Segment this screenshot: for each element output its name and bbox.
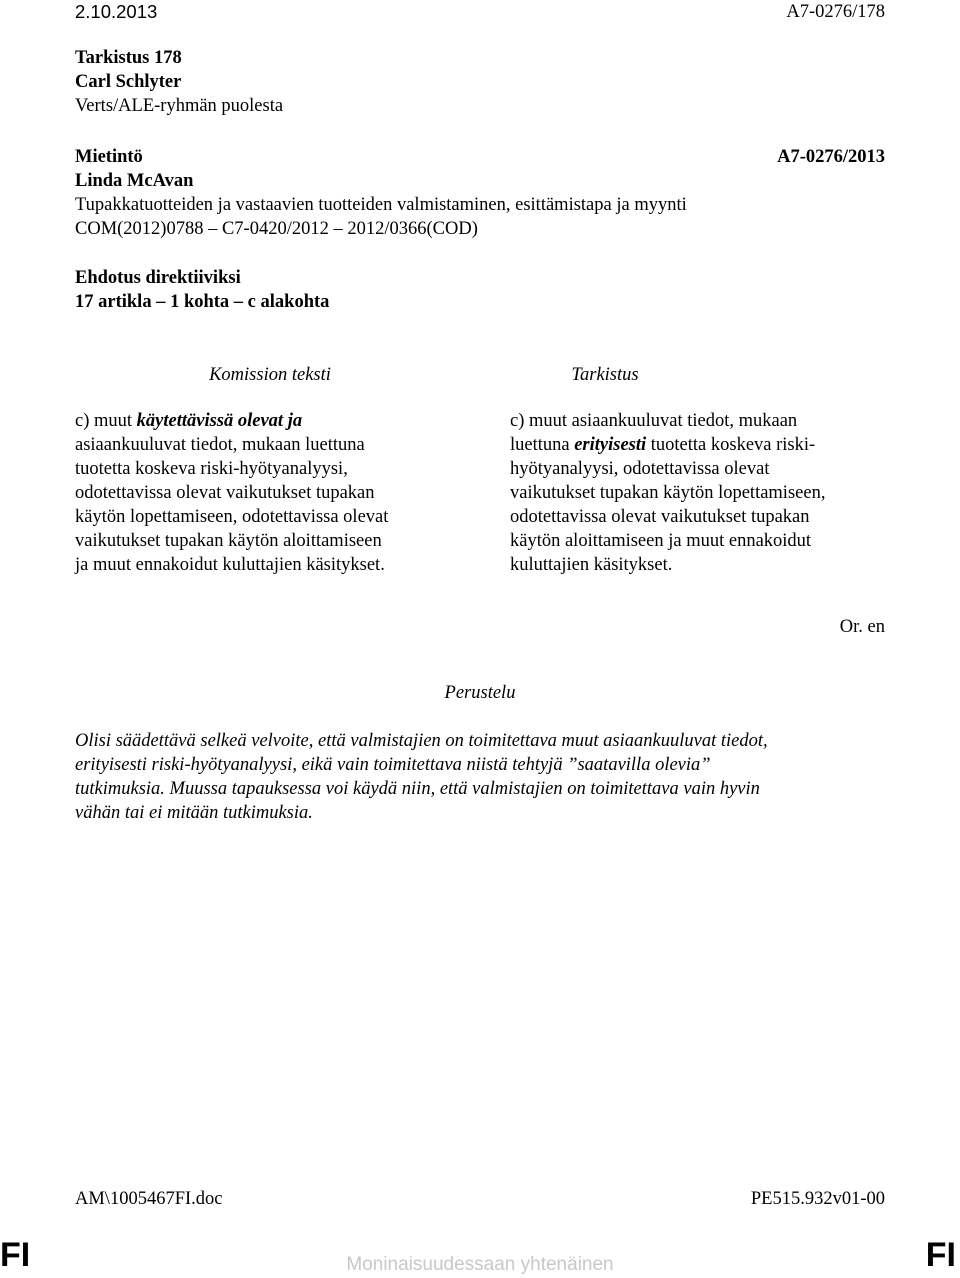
commission-text-column xyxy=(75,363,465,577)
justification-heading: Perustelu xyxy=(444,683,516,703)
rapporteur: Linda McAvan xyxy=(75,171,194,191)
justification-line: vähän tai ei mitään tutkimuksia. xyxy=(75,803,313,823)
text-line: käytön aloittamiseen ja muut ennakoidut xyxy=(510,531,812,551)
amendment-text-column xyxy=(510,363,900,577)
language-code-left: FI xyxy=(0,1236,31,1274)
text-line: luettuna erityisesti tuotetta koskeva riski- xyxy=(510,435,816,455)
original-language: Or. en xyxy=(839,617,885,637)
report-number: A7-0276/2013 xyxy=(777,147,885,167)
page-footer xyxy=(75,1187,885,1211)
justification-body xyxy=(75,729,768,825)
document-date: 2.10.2013 xyxy=(75,1,158,22)
amendment-title: Tarkistus 178 xyxy=(75,48,182,68)
text-line: ja muut ennakoidut kuluttajien käsitykset. xyxy=(75,555,385,575)
text-line: c) muut käytettävissä olevat ja xyxy=(75,411,303,431)
justification-line: tutkimuksia. Muussa tapauksessa voi käydä niin, että valmistajien on toimitettava vain hyvin xyxy=(75,779,760,799)
text-line: hyötyanalyysi, odotettavissa olevat xyxy=(510,459,770,479)
commission-text-heading: Komission teksti xyxy=(209,365,331,385)
amendment-group: Verts/ALE-ryhmän puolesta xyxy=(75,96,284,116)
text-line: asiaankuuluvat tiedot, mukaan luettuna xyxy=(75,435,365,455)
justification-line: Olisi säädettävä selkeä velvoite, että valmistajien on toimitettava muut asiaankuuluvat tiedot, xyxy=(75,731,768,751)
text-line: vaikutukset tupakan käytön aloittamiseen xyxy=(75,531,382,551)
text-line: odotettavissa olevat vaikutukset tupakan xyxy=(510,507,810,527)
text-line: vaikutukset tupakan käytön lopettamiseen, xyxy=(510,483,826,503)
report-subject: Tupakkatuotteiden ja vastaavien tuotteiden valmistaminen, esittämistapa ja myynti xyxy=(75,195,687,215)
text-line: tuotetta koskeva riski-hyötyanalyysi, xyxy=(75,459,348,479)
text-line: odotettavissa olevat vaikutukset tupakan xyxy=(75,483,375,503)
eu-motto: Moninaisuudessaan yhtenäinen xyxy=(346,1254,614,1275)
page-header xyxy=(75,0,885,24)
amendment-author: Carl Schlyter xyxy=(75,72,182,92)
commission-text-body xyxy=(75,409,465,577)
proposal-article: 17 artikla – 1 kohta – c alakohta xyxy=(75,292,330,312)
language-code-right: FI xyxy=(925,1236,956,1274)
amendment-text-body xyxy=(510,409,900,577)
document-reference: A7-0276/178 xyxy=(786,2,885,22)
text-line: kuluttajien käsitykset. xyxy=(510,555,673,575)
report-label: Mietintö xyxy=(75,147,143,167)
proposal-title: Ehdotus direktiiviksi xyxy=(75,268,241,288)
justification-line: erityisesti riski-hyötyanalyysi, eikä vain toimitettava niistä tehtyjä ”saatavilla olevia” xyxy=(75,755,711,775)
pe-number: PE515.932v01-00 xyxy=(750,1189,885,1209)
document-id: AM\1005467FI.doc xyxy=(75,1189,223,1209)
text-line: c) muut asiaankuuluvat tiedot, mukaan xyxy=(510,411,798,431)
amendment-text-heading: Tarkistus xyxy=(571,365,639,385)
report-header xyxy=(75,145,885,169)
procedure-reference: COM(2012)0788 – C7-0420/2012 – 2012/0366(COD) xyxy=(75,219,478,239)
text-line: käytön lopettamiseen, odotettavissa olevat xyxy=(75,507,389,527)
